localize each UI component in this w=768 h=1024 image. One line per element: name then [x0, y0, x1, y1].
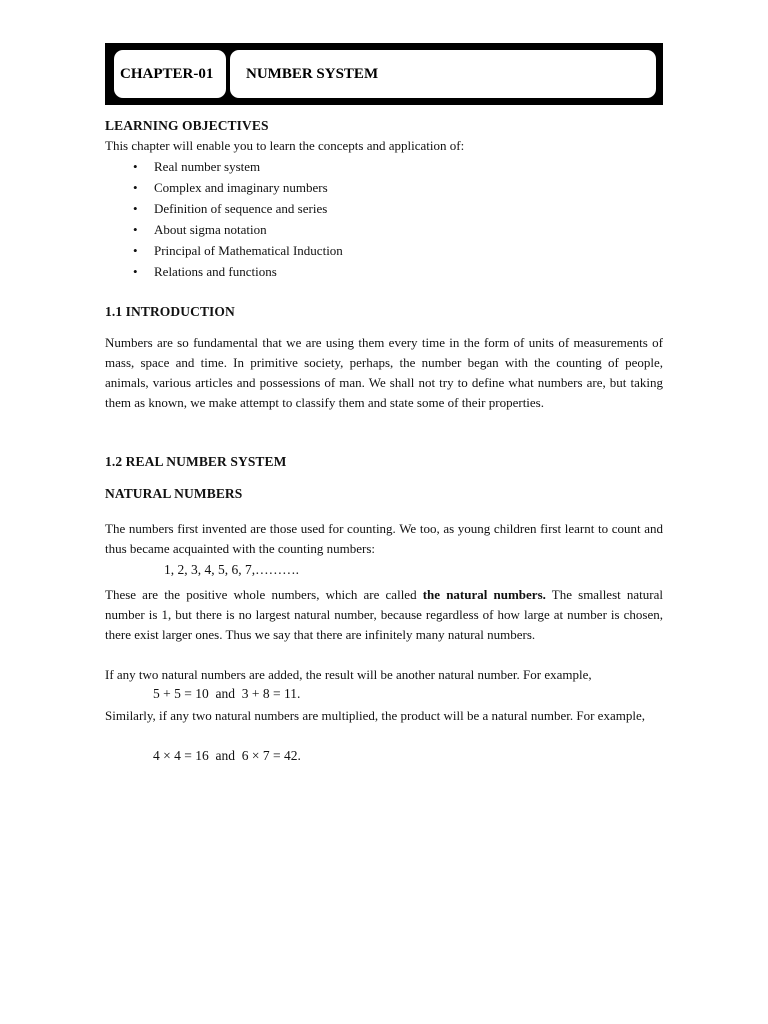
chapter-number: CHAPTER-01 [114, 50, 226, 98]
list-item: • Relations and functions [105, 261, 663, 282]
list-item: • Complex and imaginary numbers [105, 177, 663, 198]
list-item: • About sigma notation [105, 219, 663, 240]
natural-numbers-heading: NATURAL NUMBERS [105, 486, 243, 501]
counting-sequence: 1, 2, 3, 4, 5, 6, 7,………. [164, 562, 299, 577]
bullet-icon: • [133, 264, 138, 279]
natural-paragraph-2: These are the positive whole numbers, which are called the natural numbers. The smallest natural number is 1, but there is no largest natural number, because regardless of how large at number is chosen, there exist larger ones. Thus we say that there are infinitely many natural numbers. [105, 587, 663, 642]
natural-paragraph-1: The numbers first invented are those used for counting. We too, as young children first learnt to count and thus became acquainted with the counting numbers: [105, 521, 663, 556]
chapter-title: NUMBER SYSTEM [230, 50, 656, 98]
introduction-paragraph: Numbers are so fundamental that we are using them every time in the form of units of measurements of mass, space and time. In primitive society, perhaps, the number began with the counting of people, animals, various articles and possessions of man. We shall not try to define what numbers are, but taking them as known, we make attempt to classify them and state some of their properties. [105, 335, 663, 410]
bullet-icon: • [133, 201, 138, 216]
natural-paragraph-4: Similarly, if any two natural numbers are multiplied, the product will be a natural number. For example, [105, 708, 645, 723]
addition-example: 5 + 5 = 10 and 3 + 8 = 11. [153, 686, 301, 701]
objectives-list [105, 156, 663, 282]
real-number-system-heading: 1.2 REAL NUMBER SYSTEM [105, 454, 287, 469]
chapter-header [105, 43, 663, 105]
multiplication-example: 4 × 4 = 16 and 6 × 7 = 42. [153, 748, 301, 763]
bullet-icon: • [133, 180, 138, 195]
bullet-icon: • [133, 222, 138, 237]
objectives-intro: This chapter will enable you to learn the concepts and application of: [105, 138, 465, 153]
introduction-heading: 1.1 INTRODUCTION [105, 304, 235, 319]
list-item: • Real number system [105, 156, 663, 177]
bullet-icon: • [133, 159, 138, 174]
bullet-icon: • [133, 243, 138, 258]
natural-paragraph-3: If any two natural numbers are added, the result will be another natural number. For example, [105, 667, 592, 682]
learning-objectives-heading: LEARNING OBJECTIVES [105, 118, 269, 133]
natural-numbers-term: the natural numbers. [422, 587, 546, 602]
list-item: • Principal of Mathematical Induction [105, 240, 663, 261]
list-item: • Definition of sequence and series [105, 198, 663, 219]
